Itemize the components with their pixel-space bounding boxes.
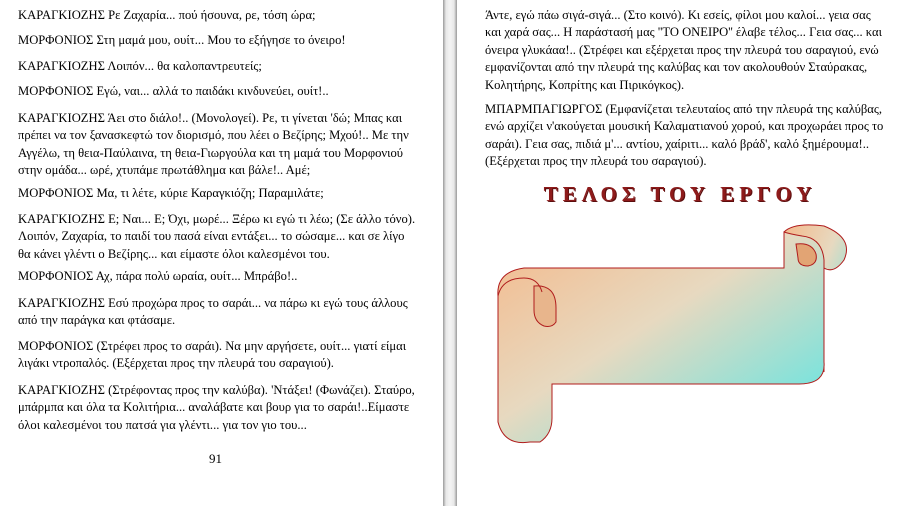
dialogue-paragraph: ΚΑΡΑΓΚΙΟΖΗΣ Ε; Ναι... Ε; Όχι, μωρέ... Ξέρω κι εγώ τι λέω; (Σε άλλο τόνο). Λοιπόν, Ζαχαρία, το παιδί του πασά είναι εντάξει... το σώσαμε... και σε λίγο θα κάνει γλέντι ο Βεζίρης... και είμαστε όλοι καλεσμένοι του. [18,212,416,261]
right-page [457,0,901,506]
dialogue-paragraph: ΜΠΑΡΜΠΑΓΙΩΡΓΟΣ (Εμφανίζεται τελευταίος από την πλευρά της καλύβας, ενώ αρχίζει ν'ακούγεται μουσική Καλαματιανού χορού, και προχωράει προς το σαράι). Γεια σας, πιδιά μ'... αντίου, χαίριτι... καλό βράδ', καλό ξημέρουμα!.. (Εξέρχεται προς την πλευρά του σαραγιού). [485,102,884,169]
dialogue-paragraph: ΚΑΡΑΓΚΙΟΖΗΣ (Στρέφοντας προς την καλύβα). 'Ντάξει! (Φωνάζει). Σταύρο, μπάρμπα και όλα τα Κολιτήρια... αναλάβατε και βουρ για το σαράι!..Είμαστε όλοι καλεσμένοι του πατσά για γλέντι... για τον γιο του... [18,383,415,432]
dialogue-paragraph: ΜΟΡΦΟΝΙΟΣ Μα, τι λέτε, κύριε Καραγκιόζη; Παραμιλάτε; [18,186,324,200]
dialogue-paragraph: ΚΑΡΑΓΚΙΟΖΗΣ Εσύ προχώρα προς το σαράι... να πάρω κι εγώ τους άλλους από την παράγκα και φτάσαμε. [18,296,408,328]
left-page [0,0,443,506]
dialogue-paragraph: ΚΑΡΑΓΚΙΟΖΗΣ Άει στο διάλο!.. (Μονολογεί). Ρε, τι γίνεται 'δώ; Μπας και πρέπει να τον ξανασκεφτώ τον διορισμό, που λέει ο Βεζίρης; Μχού!.. Με την Αγγέλω, τη θεια-Παύλαινα, τη θεια-Γιωργούλα και τη μαμά του Μορφονιού στην ομάδα... ωρέ, χτυπάμε πρωτάθλημα και βάλε!.. Αμέ; [18,111,409,178]
page-number: 91 [209,451,222,466]
scroll-banner [494,222,874,450]
dialogue-paragraph: ΜΟΡΦΟΝΙΟΣ Στη μαμά μου, ουίτ... Μου το εξήγησε το όνειρο! [18,33,346,47]
dialogue-paragraph: ΜΟΡΦΟΝΙΟΣ Αχ, πάρα πολύ ωραία, ουίτ... Μπράβο!.. [18,269,298,283]
end-title: ΤΕΛΟΣ ΤΟΥ ΕΡΓΟΥ [543,182,817,206]
page-divider [443,0,457,506]
dialogue-paragraph: ΚΑΡΑΓΚΙΟΖΗΣ Λοιπόν... θα καλοπαντρευτείς; [18,59,262,73]
dialogue-paragraph: ΚΑΡΑΓΚΙΟΖΗΣ Ρε Ζαχαρία... πού ήσουνα, ρε, τόση ώρα; [18,8,316,22]
dialogue-paragraph: ΜΟΡΦΟΝΙΟΣ (Στρέφει προς το σαράι). Να μην αργήσετε, ουίτ... γιατί είμαι λιγάκι ντροπαλός. (Εξέρχεται προς την πλευρά του σαραγιού). [18,339,407,371]
dialogue-paragraph: Άντε, εγώ πάω σιγά-σιγά... (Στο κοινό). Κι εσείς, φίλοι μου καλοί... γεια σας και χαρά σας... Η παράστασή μας ''ΤΟ ΟΝΕΙΡΟ'' έλαβε τέλος... Γεια σας... και όνειρα γλυκάαα!.. (Στρέφει και εξέρχεται προς την πλευρά του σαραγιού, ενώ εμφανίζονται από την πλευρά της καλύβας και τον ακολουθούν Σταύρακας, Κολητήρης, Κοπρίτης και Πιρικόγκος). [485,8,882,92]
dialogue-paragraph: ΜΟΡΦΟΝΙΟΣ Εγώ, ναι... αλλά το παιδάκι κινδυνεύει, ουίτ!.. [18,84,329,98]
scroll-body [498,232,824,443]
